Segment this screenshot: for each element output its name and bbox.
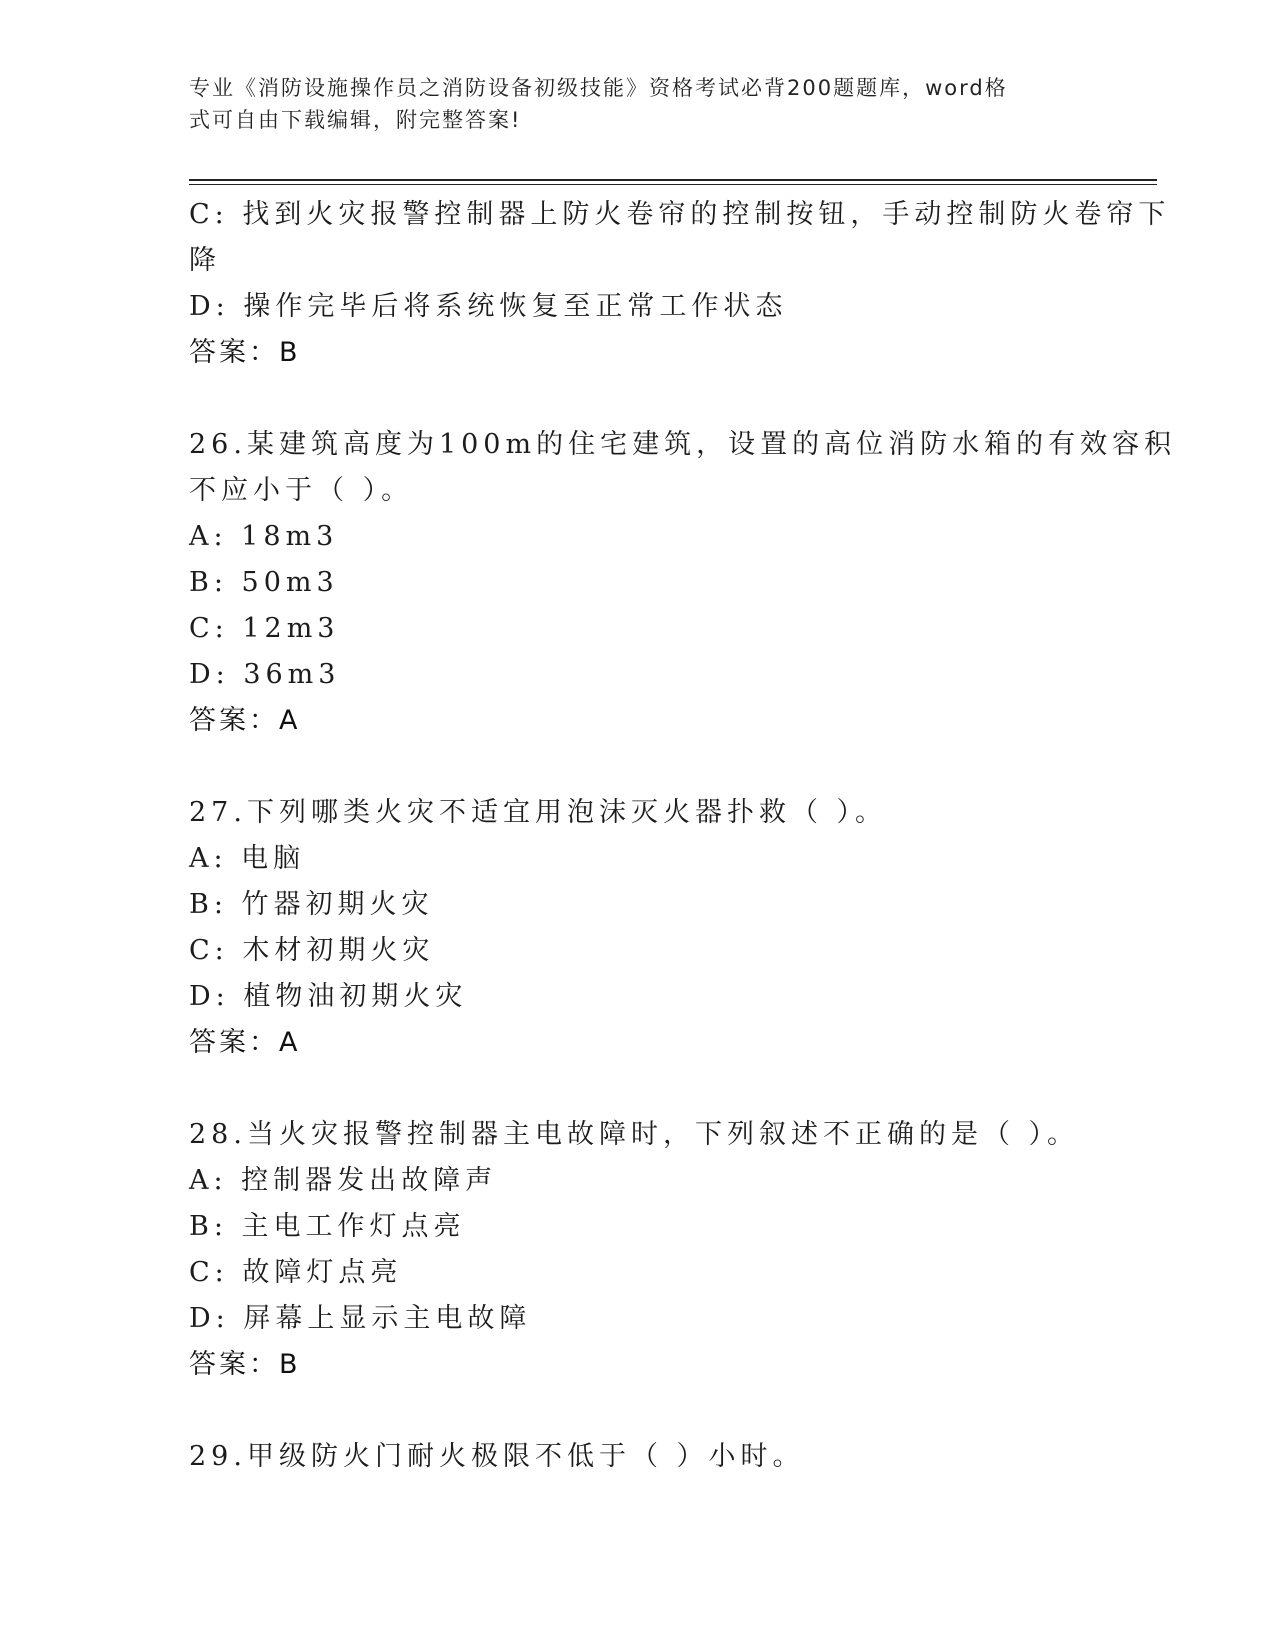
option-c-wrap: 降 — [189, 245, 221, 276]
answer-line: 答案：B — [189, 337, 301, 368]
option-d: D: 操作完毕后将系统恢复至正常工作状态 — [189, 291, 788, 322]
option-a: A: 控制器发出故障声 — [189, 1165, 498, 1196]
answer-line: 答案：B — [189, 1349, 301, 1380]
answer-line: 答案：A — [189, 705, 301, 736]
header-title-line-2: 式可自由下载编辑，附完整答案! — [189, 108, 522, 132]
spacer — [189, 1388, 1089, 1434]
option-d: D: 植物油初期火灾 — [189, 981, 468, 1012]
question-27 — [189, 790, 1089, 1066]
question-stem-wrap: 不应小于（ ）。 — [189, 475, 414, 506]
option-b: B: 50m3 — [189, 567, 339, 598]
question-26 — [189, 422, 1177, 744]
header-divider-thin — [189, 184, 1157, 185]
option-a: A: 18m3 — [189, 521, 339, 552]
option-c: C: 木材初期火灾 — [189, 935, 435, 966]
option-d: D: 屏幕上显示主电故障 — [189, 1303, 532, 1334]
option-c: C: 12m3 — [189, 613, 340, 644]
option-c: C: 故障灯点亮 — [189, 1257, 403, 1288]
spacer — [189, 1066, 1089, 1112]
document-header — [189, 72, 1089, 136]
spacer — [189, 376, 1089, 422]
question-28 — [189, 1112, 1089, 1388]
spacer — [189, 744, 1089, 790]
question-stem: 29.甲级防火门耐火极限不低于（ ）小时。 — [189, 1441, 805, 1472]
header-divider-thick — [189, 179, 1157, 181]
question-stem: 26.某建筑高度为100m的住宅建筑，设置的高位消防水箱的有效容积 — [189, 429, 1177, 460]
answer-line: 答案：A — [189, 1027, 301, 1058]
option-c: C: 找到火灾报警控制器上防火卷帘的控制按钮，手动控制防火卷帘下 — [189, 199, 1171, 230]
question-stem: 28.当火灾报警控制器主电故障时，下列叙述不正确的是（ ）。 — [189, 1119, 1080, 1150]
question-content — [189, 192, 1177, 1480]
option-b: B: 主电工作灯点亮 — [189, 1211, 466, 1242]
question-stem: 27.下列哪类火灾不适宜用泡沫灭火器扑救（ ）。 — [189, 797, 888, 828]
option-d: D: 36m3 — [189, 659, 341, 690]
option-b: B: 竹器初期火灾 — [189, 889, 434, 920]
option-a: A: 电脑 — [189, 843, 306, 874]
question-29 — [189, 1434, 1089, 1480]
question-25-continuation — [189, 192, 1171, 376]
header-title-line-1: 专业《消防设施操作员之消防设备初级技能》资格考试必背200题题库，word格 — [189, 76, 1008, 100]
